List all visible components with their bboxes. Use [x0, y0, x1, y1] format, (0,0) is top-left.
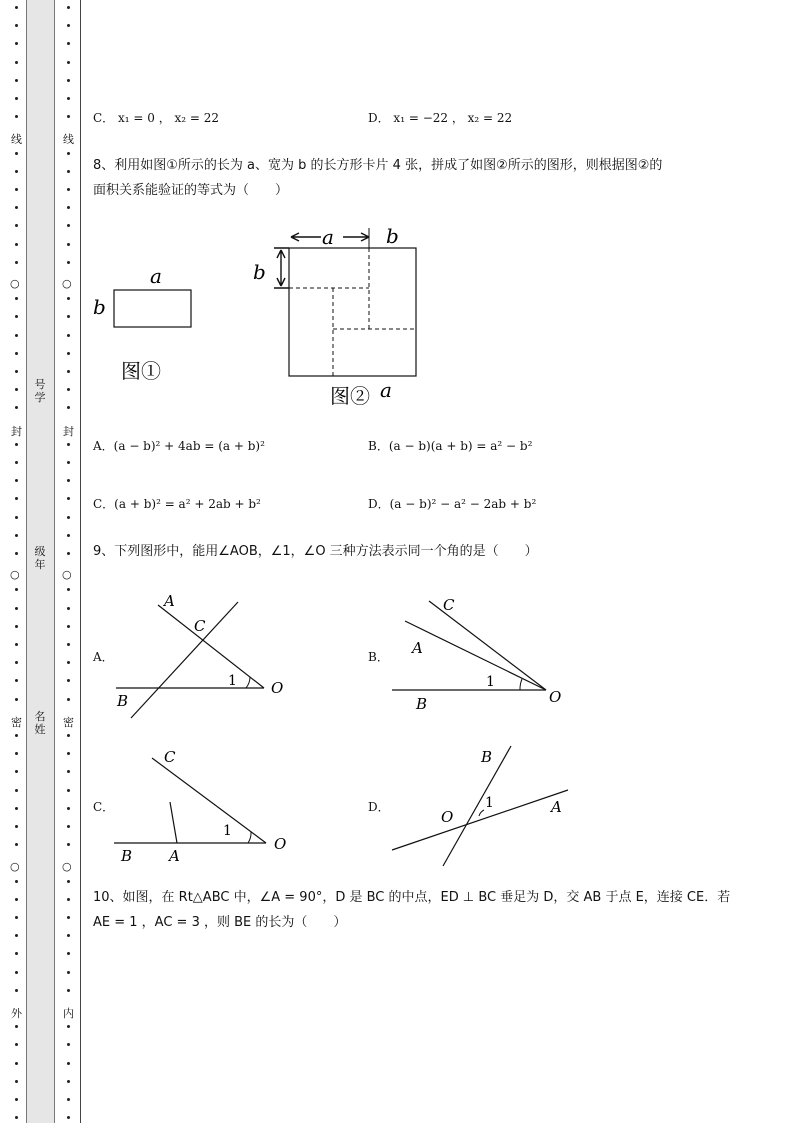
- binding-dot: [15, 1116, 18, 1119]
- left-mark-wai: 外: [11, 1007, 22, 1020]
- binding-dot: [15, 607, 18, 610]
- binding-dot: [67, 152, 70, 155]
- binding-dot: [15, 752, 18, 755]
- binding-dot: [67, 607, 70, 610]
- fig-b-label-O: O: [549, 688, 562, 706]
- binding-dot: [67, 497, 70, 500]
- right-mark-nei: 内: [63, 1007, 74, 1020]
- right-mark-circle-2: ○: [62, 568, 72, 581]
- binding-dot: [67, 224, 70, 227]
- q10-stem-line1: 10、如图，在 Rt△ABC 中，∠A = 90°，D 是 BC 的中点，ED ⊥ BC 垂足为 D，交 AB 于点 E，连接 CE．若: [93, 890, 731, 905]
- q8-option-d: D．(a − b)² − a² − 2ab + b²: [368, 497, 537, 511]
- binding-dot: [15, 6, 18, 9]
- binding-dot: [67, 352, 70, 355]
- binding-dot: [15, 170, 18, 173]
- binding-dot: [15, 789, 18, 792]
- q7-option-d: D． x₁ = −22 ， x₂ = 22: [368, 111, 513, 125]
- binding-dot: [15, 643, 18, 646]
- binding-dot: [67, 479, 70, 482]
- binding-dot: [15, 734, 18, 737]
- binding-dot: [67, 206, 70, 209]
- binding-dot: [67, 661, 70, 664]
- binding-dot: [67, 552, 70, 555]
- binding-dot: [67, 443, 70, 446]
- fig2-label-a-bottom: a: [380, 378, 392, 402]
- fig2-square: [289, 248, 416, 376]
- binding-dot: [15, 79, 18, 82]
- binding-dot: [67, 916, 70, 919]
- q9-figure-a: [108, 585, 298, 725]
- binding-dot: [67, 42, 70, 45]
- fig-a-label-B: B: [117, 692, 129, 710]
- binding-dot: [67, 1098, 70, 1101]
- q8-stem-line2: 面积关系能验证的等式为（ ）: [93, 183, 289, 198]
- binding-dot: [67, 170, 70, 173]
- right-mark-feng: 封: [63, 425, 74, 438]
- binding-dot: [15, 388, 18, 391]
- binding-dot: [15, 224, 18, 227]
- binding-dot: [15, 952, 18, 955]
- binding-dot: [15, 534, 18, 537]
- fig2-label-b-left: b: [253, 260, 266, 284]
- binding-dot: [15, 443, 18, 446]
- binding-dot: [67, 1025, 70, 1028]
- fig-d-label-B: B: [481, 748, 493, 766]
- binding-margin: [0, 0, 82, 1123]
- binding-dot: [15, 406, 18, 409]
- binding-dot: [67, 734, 70, 737]
- fig2-label-a-top: a: [322, 225, 334, 249]
- field-name: 名姓: [34, 710, 46, 736]
- binding-dot: [15, 1098, 18, 1101]
- binding-dot: [15, 989, 18, 992]
- binding-dot: [15, 315, 18, 318]
- binding-dot: [67, 825, 70, 828]
- left-mark-feng: 封: [11, 425, 22, 438]
- binding-dot: [15, 843, 18, 846]
- fig-b-label-A: A: [412, 639, 423, 657]
- binding-dot: [67, 971, 70, 974]
- binding-dot: [15, 1062, 18, 1065]
- margin-rule: [80, 0, 81, 1123]
- binding-dot: [15, 152, 18, 155]
- binding-dot: [67, 952, 70, 955]
- binding-dot: [67, 1116, 70, 1119]
- fig2-arrow-b: [274, 248, 289, 288]
- fig-c-label-1: 1: [223, 823, 232, 839]
- fig-c-label-O: O: [274, 835, 287, 853]
- q7-option-c: C． x₁ = 0 ， x₂ = 22: [93, 111, 220, 125]
- binding-dot: [15, 461, 18, 464]
- right-mark-mi: 密: [63, 716, 74, 729]
- right-mark-xian: 线: [63, 133, 74, 146]
- binding-dot: [15, 807, 18, 810]
- right-mark-circle-3: ○: [62, 860, 72, 873]
- binding-dot: [67, 388, 70, 391]
- left-mark-circle-1: ○: [10, 277, 20, 290]
- binding-dot: [15, 97, 18, 100]
- binding-dot: [67, 898, 70, 901]
- q9-figure-c: [108, 740, 298, 870]
- binding-dot: [67, 461, 70, 464]
- binding-dot: [67, 1080, 70, 1083]
- fig-b-label-B: B: [416, 695, 428, 713]
- binding-dot: [15, 261, 18, 264]
- binding-dot: [67, 115, 70, 118]
- binding-dot: [67, 625, 70, 628]
- binding-dot: [67, 934, 70, 937]
- binding-dot: [67, 188, 70, 191]
- q9-option-a-label: A．: [93, 650, 114, 664]
- binding-dot: [67, 679, 70, 682]
- q8-figure-2: [248, 222, 433, 412]
- fig-d-label-1: 1: [485, 795, 494, 811]
- binding-dot: [15, 24, 18, 27]
- binding-dot: [15, 625, 18, 628]
- binding-dot: [67, 79, 70, 82]
- binding-dot: [67, 752, 70, 755]
- fig-d-label-A: A: [551, 798, 562, 816]
- binding-dot: [67, 6, 70, 9]
- binding-dot: [15, 661, 18, 664]
- left-mark-xian: 线: [11, 133, 22, 146]
- binding-dot: [15, 516, 18, 519]
- binding-dot: [67, 989, 70, 992]
- binding-dot: [67, 1043, 70, 1046]
- fig-b-label-1: 1: [486, 674, 495, 690]
- field-student-number: 号学: [34, 378, 46, 404]
- fig-b-label-C: C: [443, 596, 455, 614]
- binding-dot: [67, 843, 70, 846]
- binding-dot: [15, 1080, 18, 1083]
- binding-dot: [15, 679, 18, 682]
- q9-figure-d: [385, 740, 580, 870]
- binding-dot: [15, 188, 18, 191]
- fig2-caption: 图②: [330, 384, 370, 408]
- fig1-caption: 图①: [121, 359, 161, 383]
- field-grade: 级年: [34, 545, 46, 571]
- fig-c-label-C: C: [164, 748, 176, 766]
- binding-dot: [15, 588, 18, 591]
- binding-dot: [15, 934, 18, 937]
- q8-figure-1: [88, 258, 198, 388]
- binding-dot: [15, 206, 18, 209]
- q9-option-d-label: D．: [368, 800, 390, 814]
- binding-dot: [15, 552, 18, 555]
- q10-stem-line2: AE = 1 ，AC = 3 ，则 BE 的长为（ ）: [93, 915, 347, 930]
- fig-a-label-A: A: [164, 592, 175, 610]
- q9-figure-b: [385, 588, 575, 718]
- q9-option-c-label: C．: [93, 800, 115, 814]
- binding-dot: [15, 1043, 18, 1046]
- binding-dot: [15, 297, 18, 300]
- binding-dot: [67, 880, 70, 883]
- binding-dot: [15, 370, 18, 373]
- binding-dot: [15, 479, 18, 482]
- binding-dot: [15, 825, 18, 828]
- binding-dot: [67, 24, 70, 27]
- binding-dot: [67, 534, 70, 537]
- binding-dot: [67, 588, 70, 591]
- binding-dot: [15, 916, 18, 919]
- q8-option-b: B．(a − b)(a + b) = a² − b²: [368, 439, 533, 453]
- binding-dot: [67, 698, 70, 701]
- fig1-rectangle: [114, 290, 191, 327]
- right-mark-circle-1: ○: [62, 277, 72, 290]
- binding-dot: [67, 516, 70, 519]
- fig2-dashed-cuts: [289, 248, 416, 376]
- q8-stem-line1: 8、利用如图①所示的长为 a、宽为 b 的长方形卡片 4 张，拼成了如图②所示的图形，则根据图②的: [93, 158, 663, 173]
- binding-dot: [67, 807, 70, 810]
- binding-dot: [15, 243, 18, 246]
- q8-option-a: A．(a − b)² + 4ab = (a + b)²: [93, 439, 265, 453]
- binding-dot: [67, 97, 70, 100]
- fig-a-label-C: C: [194, 617, 206, 635]
- binding-dot: [67, 61, 70, 64]
- fig-a-label-1: 1: [228, 673, 237, 689]
- binding-dot: [15, 352, 18, 355]
- binding-dot: [15, 42, 18, 45]
- binding-dot: [67, 406, 70, 409]
- binding-dot: [67, 1062, 70, 1065]
- left-mark-circle-2: ○: [10, 568, 20, 581]
- binding-dot: [15, 880, 18, 883]
- binding-dot: [15, 698, 18, 701]
- left-mark-circle-3: ○: [10, 860, 20, 873]
- binding-dot: [15, 497, 18, 500]
- binding-dot: [67, 315, 70, 318]
- binding-dot: [67, 243, 70, 246]
- left-mark-mi: 密: [11, 716, 22, 729]
- binding-dot: [67, 297, 70, 300]
- binding-dot: [15, 1025, 18, 1028]
- fig-c-label-A: A: [169, 847, 180, 865]
- fig1-label-b: b: [93, 295, 106, 319]
- binding-dot: [67, 770, 70, 773]
- binding-dot: [15, 770, 18, 773]
- q9-stem: 9、下列图形中，能用∠AOB，∠1，∠O 三种方法表示同一个角的是（ ）: [93, 544, 538, 559]
- q9-option-b-label: B．: [368, 650, 389, 664]
- binding-dot: [15, 898, 18, 901]
- fig-d-label-O: O: [441, 808, 454, 826]
- binding-dot: [67, 334, 70, 337]
- binding-dot: [15, 334, 18, 337]
- fig1-label-a: a: [150, 264, 162, 288]
- binding-dot: [67, 370, 70, 373]
- binding-dot: [67, 643, 70, 646]
- fig-a-label-O: O: [271, 679, 284, 697]
- fig2-label-b-top: b: [386, 224, 399, 248]
- binding-dot: [15, 115, 18, 118]
- q8-option-c: C．(a + b)² = a² + 2ab + b²: [93, 497, 261, 511]
- binding-dot: [67, 789, 70, 792]
- fig-c-label-B: B: [121, 847, 133, 865]
- binding-dot: [67, 261, 70, 264]
- binding-dot: [15, 61, 18, 64]
- binding-dot: [15, 971, 18, 974]
